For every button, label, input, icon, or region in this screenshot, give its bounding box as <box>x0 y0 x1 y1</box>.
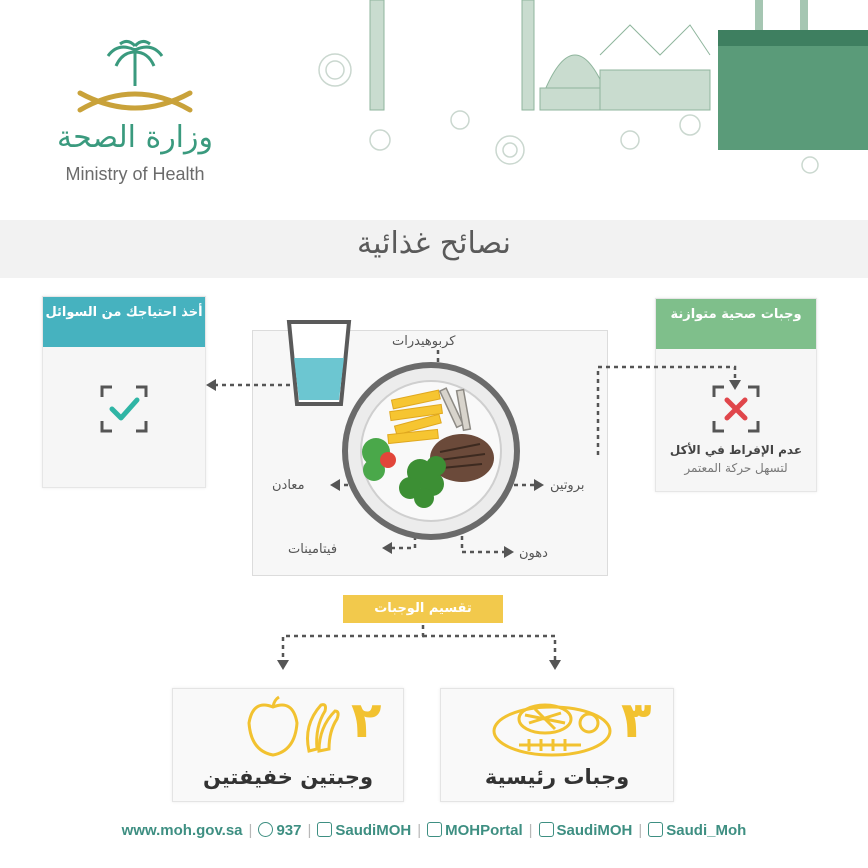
website-link[interactable]: www.moh.gov.sa <box>121 821 243 839</box>
twitter-icon <box>317 822 332 837</box>
instagram-icon <box>539 822 554 837</box>
fluids-card-heading: أخذ احتياجك من السوائل <box>43 297 205 347</box>
snacks-label: وجبتين خفيفتين <box>202 765 374 789</box>
food-plate-icon <box>340 360 522 542</box>
main-meals-count: ٣ <box>621 691 652 749</box>
fruits-icon <box>243 695 353 759</box>
fats-label: دهون <box>519 546 548 561</box>
no-overeating-text: عدم الإفراط في الأكل <box>669 443 803 457</box>
main-meals-card <box>440 688 674 802</box>
minerals-label: معادن <box>272 478 305 493</box>
youtube-icon <box>427 822 442 837</box>
phone-icon <box>258 822 273 837</box>
twitter-link[interactable] <box>317 822 411 839</box>
youtube-link[interactable] <box>427 822 523 839</box>
balanced-meals-heading: وجبات صحية متوازنة <box>656 299 816 349</box>
instagram-handle: SaudiMOH <box>556 821 633 839</box>
phone-contact[interactable] <box>258 822 301 839</box>
vitamins-label: فيتامينات <box>288 542 338 557</box>
instagram-link[interactable] <box>539 822 633 839</box>
palm-swords-emblem-icon <box>40 38 230 120</box>
ministry-name-arabic: وزارة الصحة <box>57 120 213 155</box>
fluids-card <box>42 296 206 488</box>
header-illustration <box>300 0 868 200</box>
snapchat-handle: Saudi_Moh <box>666 821 747 839</box>
checkmark-icon <box>100 385 148 433</box>
youtube-handle: MOHPortal <box>445 821 523 839</box>
page-title: نصائح غذائية <box>356 226 511 261</box>
phone-number: 937 <box>276 821 302 839</box>
balanced-meals-card <box>655 298 817 492</box>
ease-movement-text: لتسهل حركة المعتمر <box>684 461 788 475</box>
main-meal-plate-icon <box>489 693 615 759</box>
snacks-card <box>172 688 404 802</box>
snacks-count: ٢ <box>351 691 382 749</box>
twitter-handle: SaudiMOH <box>335 821 412 839</box>
snapchat-icon <box>648 822 663 837</box>
meals-split-badge: تقسيم الوجبات <box>343 595 503 623</box>
main-meals-label: وجبات رئيسية <box>484 765 630 789</box>
cross-icon <box>712 385 760 433</box>
snapchat-link[interactable] <box>648 822 746 839</box>
carbohydrates-label: كربوهيدرات <box>392 334 456 349</box>
protein-label: بروتين <box>550 478 585 493</box>
ministry-name-english: Ministry of Health <box>65 164 205 184</box>
footer-contacts: www.moh.gov.sa | 937 | SaudiMOH | MOHPortal | SaudiMOH | Saudi_Moh <box>121 821 747 839</box>
